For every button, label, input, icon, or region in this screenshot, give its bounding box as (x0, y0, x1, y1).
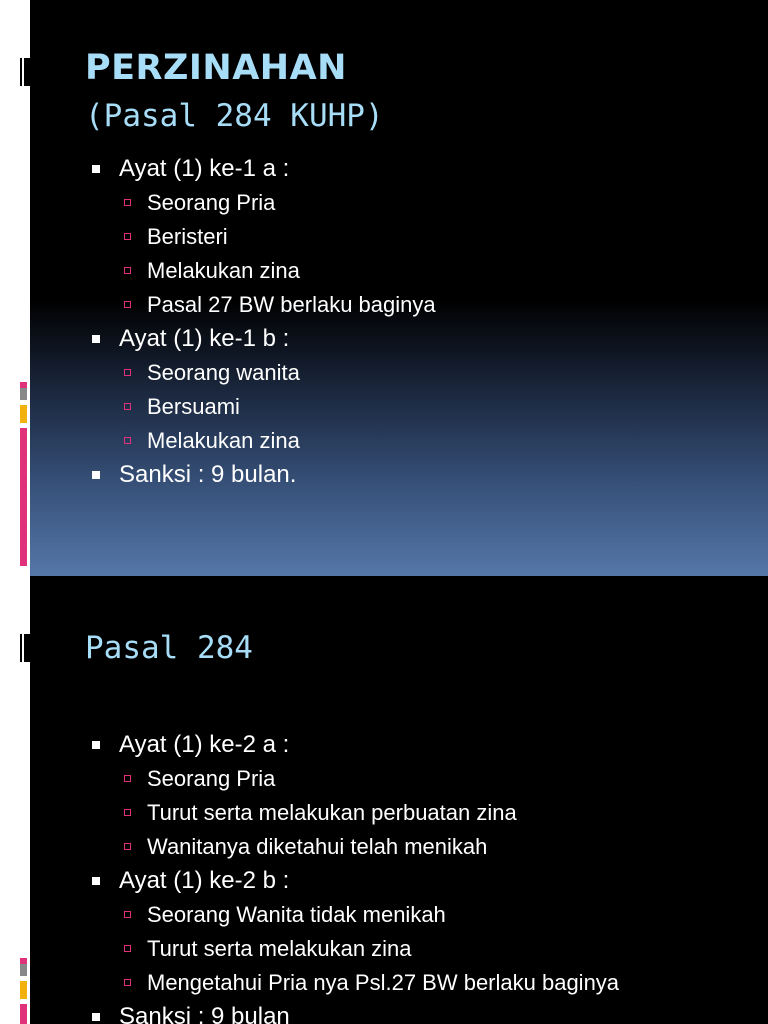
sub-list-item (90, 356, 436, 390)
sub-list-item (90, 254, 436, 288)
hollow-square-bullet-icon (124, 369, 131, 376)
list-item-text: Ayat (1) ke-2 b : (119, 867, 290, 894)
square-bullet-icon (92, 335, 100, 343)
edge-color-stripes (20, 382, 27, 566)
list-item-text: Ayat (1) ke-1 a : (119, 155, 290, 182)
slide-edge-mark (17, 58, 30, 86)
sub-list-item-text: Seorang wanita (147, 360, 300, 385)
list-item-text: Ayat (1) ke-2 a : (119, 731, 290, 758)
slide-subtitle: (Pasal 284 KUHP) (85, 98, 384, 134)
list-item-text: Ayat (1) ke-1 b : (119, 325, 290, 352)
sub-list-item-text: Turut serta melakukan zina (147, 936, 412, 961)
sub-list-item-text: Beristeri (147, 224, 228, 249)
sub-list-item (90, 220, 436, 254)
square-bullet-icon (92, 1013, 100, 1021)
sub-list-item (90, 186, 436, 220)
sub-list-item (90, 390, 436, 424)
hollow-square-bullet-icon (124, 233, 131, 240)
list-item-text: Sanksi : 9 bulan (119, 1003, 290, 1024)
list-item (90, 864, 619, 898)
square-bullet-icon (92, 741, 100, 749)
list-item (90, 458, 436, 492)
sub-list-item (90, 762, 619, 796)
bullet-list (90, 152, 436, 492)
square-bullet-icon (92, 877, 100, 885)
hollow-square-bullet-icon (124, 775, 131, 782)
sub-list-item-text: Melakukan zina (147, 428, 300, 453)
slide-pasal-284 (30, 576, 768, 1024)
sub-list-item-text: Mengetahui Pria nya Psl.27 BW berlaku baginya (147, 970, 620, 995)
sub-list-item-text: Pasal 27 BW berlaku baginya (147, 292, 436, 317)
slide-title: PERZINAHAN (85, 48, 347, 88)
sub-list-item-text: Wanitanya diketahui telah menikah (147, 834, 488, 859)
hollow-square-bullet-icon (124, 437, 131, 444)
slide-perzinahan (30, 0, 768, 576)
hollow-square-bullet-icon (124, 403, 131, 410)
square-bullet-icon (92, 471, 100, 479)
sub-list-item-text: Bersuami (147, 394, 240, 419)
sub-list-item (90, 796, 619, 830)
sub-list-item-text: Seorang Pria (147, 190, 276, 215)
list-item (90, 152, 436, 186)
sub-list-item (90, 898, 619, 932)
hollow-square-bullet-icon (124, 945, 131, 952)
sub-list-item (90, 424, 436, 458)
hollow-square-bullet-icon (124, 267, 131, 274)
hollow-square-bullet-icon (124, 301, 131, 308)
list-item (90, 322, 436, 356)
bullet-list (90, 728, 619, 1024)
list-item (90, 728, 619, 762)
sub-list-item-text: Turut serta melakukan perbuatan zina (147, 800, 517, 825)
hollow-square-bullet-icon (124, 911, 131, 918)
hollow-square-bullet-icon (124, 843, 131, 850)
sub-list-item (90, 932, 619, 966)
slide-title: Pasal 284 (85, 630, 253, 666)
sub-list-item (90, 830, 619, 864)
hollow-square-bullet-icon (124, 199, 131, 206)
slide-edge-mark (17, 634, 30, 662)
hollow-square-bullet-icon (124, 809, 131, 816)
sub-list-item (90, 966, 619, 1000)
sub-list-item-text: Seorang Wanita tidak menikah (147, 902, 446, 927)
square-bullet-icon (92, 165, 100, 173)
sub-list-item (90, 288, 436, 322)
hollow-square-bullet-icon (124, 979, 131, 986)
sub-list-item-text: Seorang Pria (147, 766, 276, 791)
edge-color-stripes (20, 958, 27, 1024)
list-item (90, 1000, 619, 1024)
sub-list-item-text: Melakukan zina (147, 258, 300, 283)
list-item-text: Sanksi : 9 bulan. (119, 461, 297, 488)
